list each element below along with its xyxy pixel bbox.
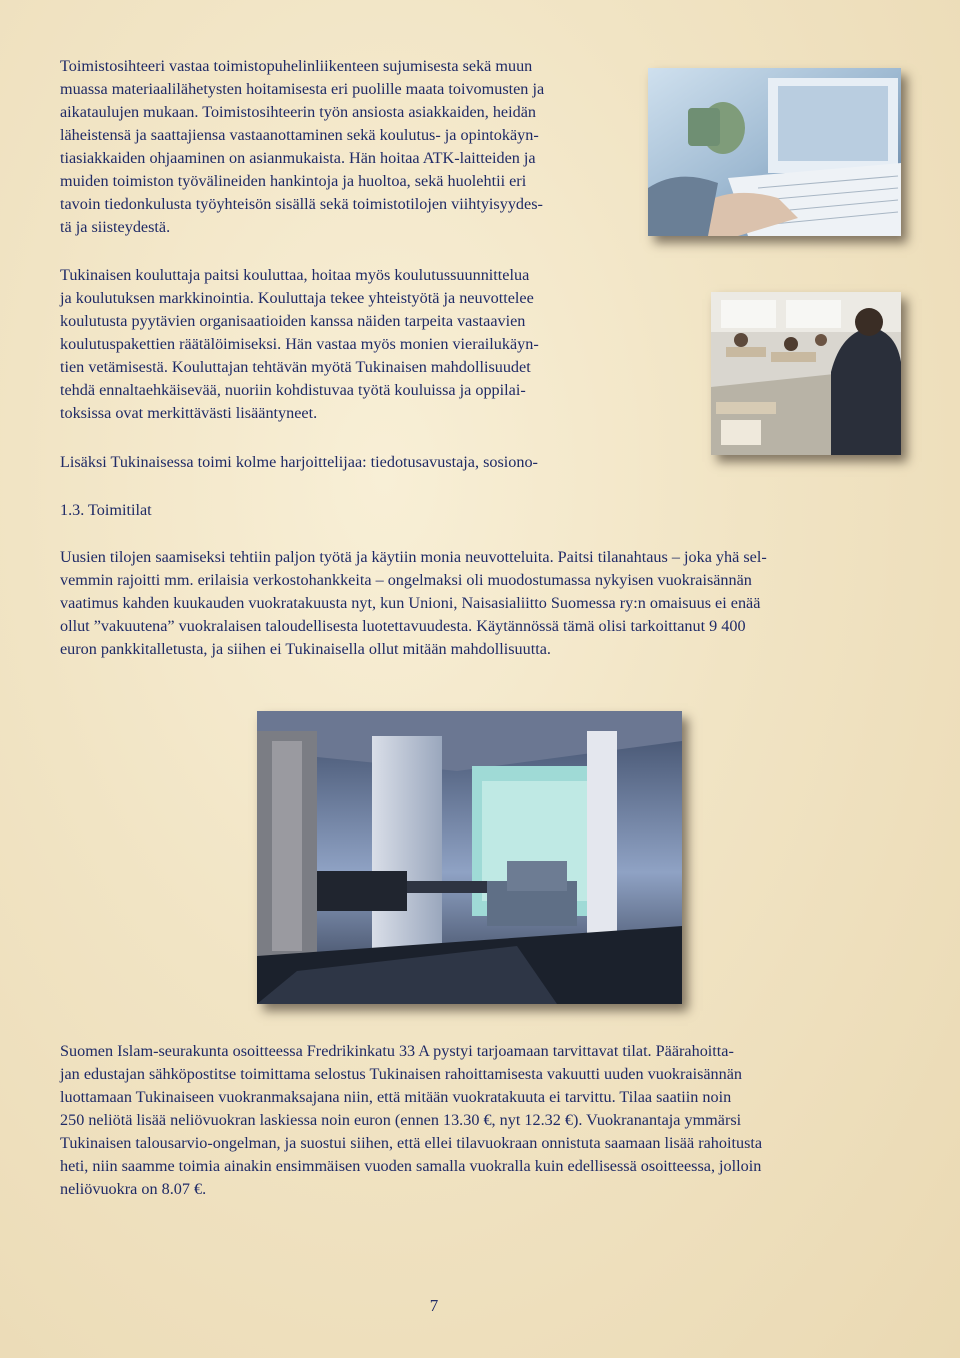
classroom-photo bbox=[711, 292, 901, 455]
paragraph-trainer: Tukinaisen kouluttaja paitsi kouluttaa, hoitaa myös koulutussuunnittelua ja koulutuksen markkinointia. Kouluttaja tekee yhteistyötä ja neuvottelee koulutusta pyytävien organisaatioiden kanssa näiden tarpeita vastaavien koulutuspakettien räätälöimiseksi. Hän vastaa myös monien vierailukäyn- tien vetämisestä. Kouluttajan tehtävän myötä Tukinaisen mahdollisuudet tehdä ennaltaehkäisevää, nuoriin kohdistuvaa työtä kouluissa ja oppilai- toksissa ovat merkittävästi lisääntyneet. bbox=[60, 266, 539, 422]
page-number: 7 bbox=[429, 1296, 439, 1315]
section-heading: 1.3. Toimitilat bbox=[60, 501, 152, 519]
paragraph-landlord: Suomen Islam-seurakunta osoitteessa Fredrikinkatu 33 A pystyi tarjoamaan tarvittavat tilat. Päärahoitta- jan edustajan sähköpostitse toimittama selostus Tukinaisen rahoittamisesta vakuutti uuden vuokraisännän luottamaan Tukinaiseen vuokranmaksajana niin, että mitään vuokratakuuta ei tarvittu. Tilaa saatiin noin 250 neliötä lisää neliövuokran laskiessa noin euron (ennen 13.30 €, nyt 12.32 €). Vuokranantaja ymmärsi Tukinaisen talousarvio-ongelman, ja suostui siihen, että ellei tilavuokraan onnistuta saamaan lisää rahoitusta heti, niin saamme toimia ainakin ensimmäisen vuoden samalla vuokralla kuin edellisessä osoitteessa, jolloin neliövuokra on 8.07 €. bbox=[60, 1042, 763, 1198]
paragraph-trainees: Lisäksi Tukinaisessa toimi kolme harjoittelijaa: tiedotusavustaja, sosiono- bbox=[60, 453, 538, 471]
office-interior-photo bbox=[257, 711, 682, 1004]
paragraph-new-premises: Uusien tilojen saamiseksi tehtiin paljon työtä ja käytiin monia neuvotteluita. Paitsi tilanahtaus – joka yhä sel- vemmin rajoitti mm. erilaisia verkostohankkeita – ongelmaksi oli muodostumassa nykyisen vuokraisännän vaatimus kahden kuukauden vuokratakuusta nyt, kun Unioni, Naisasialiitto Suomessa ry:n omaisuus ei enää ollut ”vakuutena” vuokralaisen taloudellisesta luotettavuudesta. Käytännössä tämä olisi tarkoittanut 9 400 euron pankkitalletusta, ja siihen ei Tukinaisella ollut mitään mahdollisuutta. bbox=[60, 548, 767, 658]
paragraph-office-secretary: Toimistosihteeri vastaa toimistopuhelinliikenteen sujumisesta sekä muun muassa materiaalilähetysten hoitamisesta eri puolille maata toivomusten ja aikataulujen mukaan. Toimistosihteerin työn ansiosta asiakkaiden, heidän läheistensä ja saattajiensa vastaanottaminen sekä koulutus- ja opintokäyn- tiasiakkaiden ohjaaminen on asianmukaista. Hän hoitaa ATK-laitteiden ja muiden toimiston työvälineiden hankintoja ja huoltoa, sekä huolehtii eri tavoin tiedonkulusta työyhteisön sisällä sekä toimistotilojen viihtyisyydes- tä ja siisteydestä. bbox=[60, 57, 545, 236]
office-computer-photo bbox=[648, 68, 901, 236]
